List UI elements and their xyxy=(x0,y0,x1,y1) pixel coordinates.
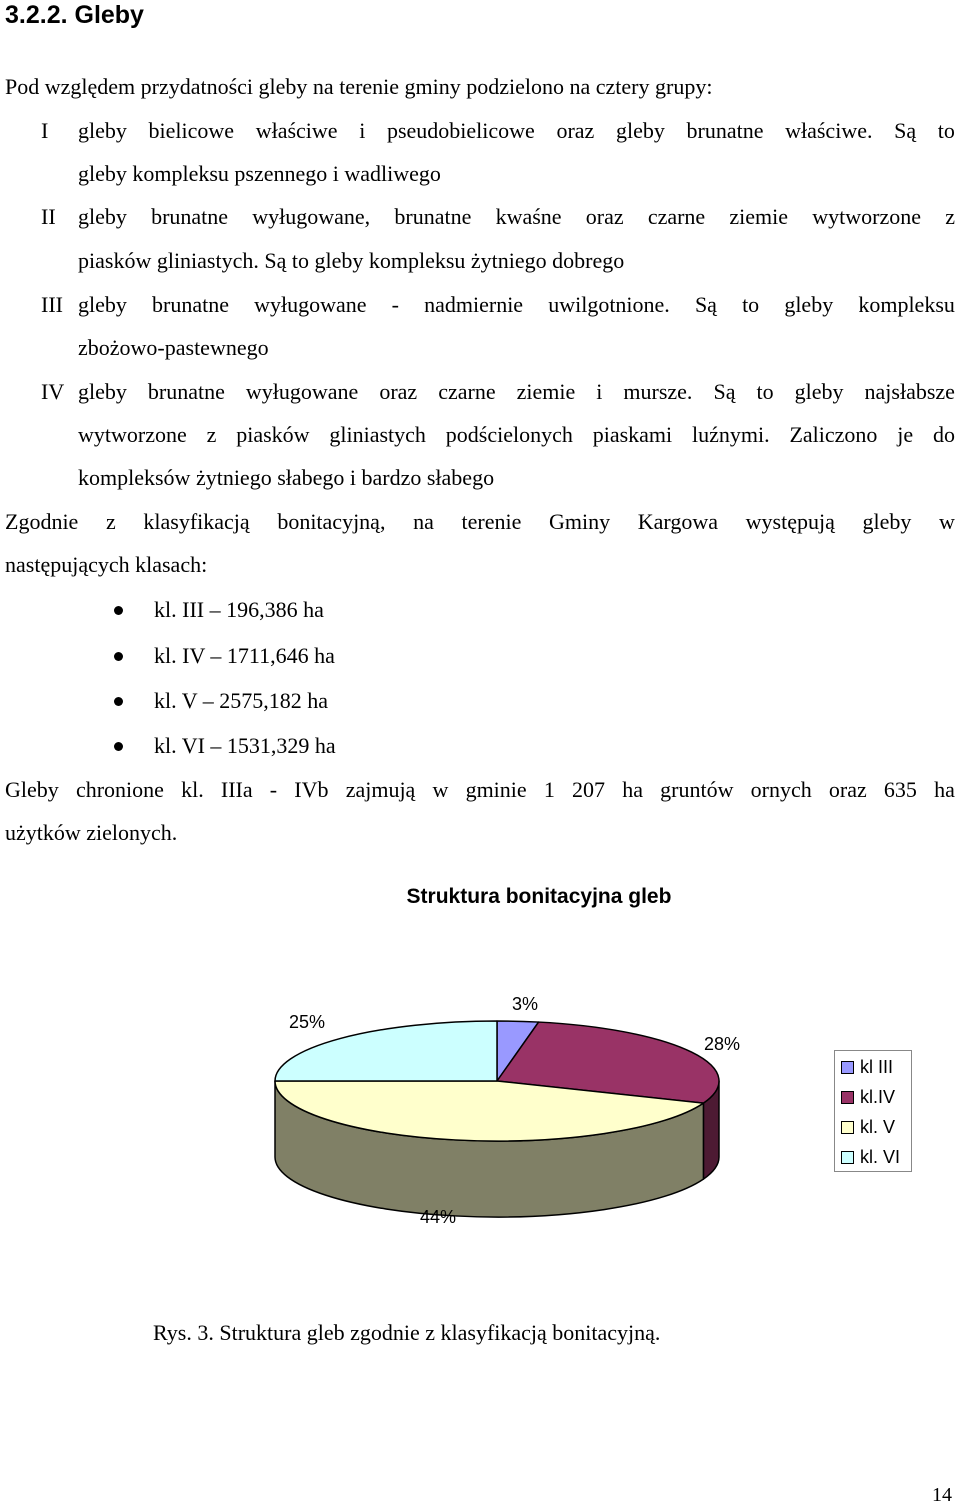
word: z xyxy=(945,204,955,229)
word: kompleksu xyxy=(858,292,955,317)
class-item: kl. IV – 1711,646 ha xyxy=(154,643,335,668)
word: zajmują xyxy=(345,777,416,802)
legend-item xyxy=(841,1146,900,1168)
chart-legend xyxy=(834,1050,912,1172)
word: IIIa xyxy=(220,777,253,802)
word: Są xyxy=(694,292,717,317)
word: oraz xyxy=(828,777,867,802)
word: kl. xyxy=(181,777,204,802)
word: oraz xyxy=(585,204,624,229)
word: ziemie xyxy=(729,204,789,229)
word: mursze. xyxy=(623,379,693,404)
class-item: kl. III – 196,386 ha xyxy=(154,597,324,622)
word: z xyxy=(206,422,217,447)
word: wytworzone xyxy=(78,422,187,447)
word: Kargowa xyxy=(637,509,718,534)
word: z xyxy=(105,509,116,534)
group-3-numeral: III xyxy=(41,292,63,317)
word: Są xyxy=(894,118,917,143)
word: to xyxy=(756,379,774,404)
class-item: kl. VI – 1531,329 ha xyxy=(154,733,336,758)
word: czarne xyxy=(647,204,706,229)
word: brunatne xyxy=(151,204,229,229)
word: 635 xyxy=(883,777,917,802)
word: gruntów xyxy=(660,777,734,802)
word: podścielonych xyxy=(445,422,573,447)
group-4-line3: kompleksów żytniego słabego i bardzo słabego xyxy=(78,465,495,490)
word: ornych xyxy=(750,777,812,802)
word: wytworzone xyxy=(812,204,921,229)
word: gleby xyxy=(784,292,834,317)
class-item: kl. V – 2575,182 ha xyxy=(154,688,328,713)
legend-item xyxy=(841,1116,895,1138)
word: brunatne xyxy=(147,379,225,404)
pie-label-kl-v: 44% xyxy=(420,1207,457,1227)
word: piasków xyxy=(236,422,310,447)
word: właściwe. xyxy=(785,118,873,143)
word: to xyxy=(742,292,760,317)
word: gleby xyxy=(78,204,127,229)
pie-label-kl-vi: 25% xyxy=(289,1012,326,1032)
word: wyługowane xyxy=(245,379,359,404)
legend-swatch-kl-iv xyxy=(841,1091,854,1104)
word: gminie xyxy=(465,777,527,802)
word: ziemie xyxy=(516,379,576,404)
group-1-numeral: I xyxy=(41,118,49,143)
word: gleby xyxy=(78,379,127,404)
word: gliniastych xyxy=(329,422,426,447)
protected-line2: użytków zielonych. xyxy=(5,820,178,845)
word: i xyxy=(359,118,366,143)
word: Są xyxy=(713,379,736,404)
classes-intro-line2: następujących klasach: xyxy=(5,552,208,577)
pie-label-kl-iv: 28% xyxy=(704,1034,741,1054)
word: - xyxy=(391,292,399,317)
word: Gleby xyxy=(5,777,59,802)
word: w xyxy=(432,777,449,802)
word: oraz xyxy=(556,118,595,143)
word: luźnymi. xyxy=(691,422,770,447)
word: gleby xyxy=(794,379,844,404)
word: brunatne xyxy=(686,118,764,143)
legend-label: kl. VI xyxy=(860,1147,901,1167)
word: brunatne xyxy=(152,292,229,317)
word: do xyxy=(932,422,955,447)
word: Gminy xyxy=(549,509,611,534)
legend-label: kl. V xyxy=(860,1117,896,1137)
group-1-line2: gleby kompleksu pszennego i wadliwego xyxy=(78,161,441,186)
word: klasyfikacją xyxy=(143,509,250,534)
word: 207 xyxy=(572,777,606,802)
word: wyługowane xyxy=(254,292,367,317)
chart-title: Struktura bonitacyjna gleb xyxy=(406,885,672,908)
word: pseudobielicowe xyxy=(386,118,535,143)
word: terenie xyxy=(461,509,522,534)
word: gleby xyxy=(78,118,127,143)
figure-caption: Rys. 3. Struktura gleb zgodnie z klasyfikacją bonitacyjną. xyxy=(153,1320,661,1345)
section-heading: 3.2.2. Gleby xyxy=(5,1,144,29)
legend-swatch-kl-iii xyxy=(841,1061,854,1074)
word: wyługowane, xyxy=(252,204,371,229)
intro-paragraph: Pod względem przydatności gleby na terenie gminy podzielono na cztery grupy: xyxy=(5,74,713,99)
word: IVb xyxy=(294,777,329,802)
word: - xyxy=(269,777,278,802)
legend-item xyxy=(841,1056,893,1078)
word: gleby xyxy=(78,292,127,317)
group-3-line2: zbożowo-pastewnego xyxy=(78,335,269,360)
word: kwaśne xyxy=(495,204,562,229)
word: oraz xyxy=(379,379,418,404)
word: najsłabsze xyxy=(864,379,955,404)
word: je xyxy=(897,422,914,447)
word: chronione xyxy=(75,777,164,802)
word: to xyxy=(937,118,955,143)
word: gleby xyxy=(615,118,665,143)
word: na xyxy=(413,509,434,534)
word: uwilgotnione. xyxy=(548,292,670,317)
legend-label: kl.IV xyxy=(860,1087,896,1107)
word: ha xyxy=(934,777,955,802)
group-4-numeral: IV xyxy=(41,379,65,404)
pie-label-kl-iii: 3% xyxy=(512,994,539,1014)
word: 1 xyxy=(543,777,555,802)
legend-swatch-kl-v xyxy=(841,1121,854,1134)
word: piaskami xyxy=(592,422,673,447)
group-2-line2: piasków gliniastych. Są to gleby kompleksu żytniego dobrego xyxy=(78,248,625,273)
word: występują xyxy=(745,509,835,534)
word: gleby xyxy=(862,509,912,534)
legend-label: kl III xyxy=(860,1057,894,1077)
word: Zgodnie xyxy=(5,509,79,534)
legend-item xyxy=(841,1086,895,1108)
word: ha xyxy=(622,777,643,802)
page-number: 14 xyxy=(932,1484,952,1506)
word: nadmiernie xyxy=(424,292,524,317)
word: Zaliczono xyxy=(789,422,878,447)
word: i xyxy=(596,379,603,404)
word: bonitacyjną, xyxy=(277,509,386,534)
legend-swatch-kl-vi xyxy=(841,1151,854,1164)
word: czarne xyxy=(438,379,496,404)
word: brunatne xyxy=(394,204,472,229)
group-2-numeral: II xyxy=(41,204,56,229)
word: właściwe xyxy=(255,118,338,143)
word: bielicowe xyxy=(148,118,235,143)
word: w xyxy=(939,509,955,534)
